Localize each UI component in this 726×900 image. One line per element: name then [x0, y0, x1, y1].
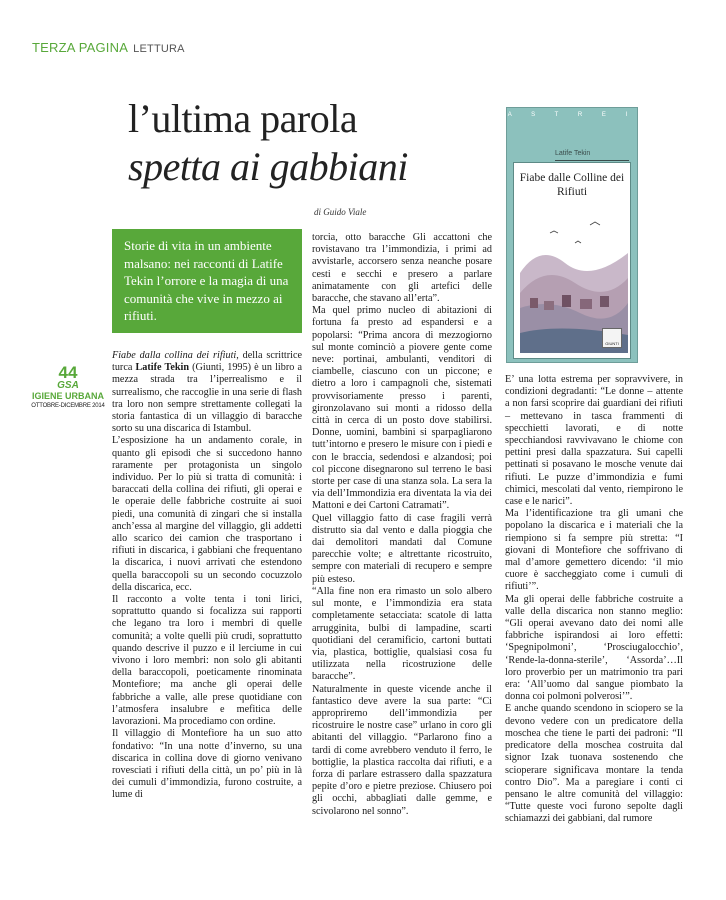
book-title: Fiabe dalle Colline dei Rifiuti: [519, 172, 625, 198]
paragraph: Fiabe dalla collina dei rifiuti, della scrittrice turca Latife Tekin (Giunti, 1995) è un libro a mezza strada tra l’iperrealismo e il surrealismo, che raccoglie in una serie di flash tra loro non sempre strettamente collegati la storia fantastica di un villaggio di baracche sorto su una discarica di Istambul.: [112, 350, 303, 435]
article-column-1: [112, 350, 302, 802]
paragraph: Ma quel primo nucleo di abitazioni di fortuna fa presto ad espandersi e a popolarsi: “Prima ancora di mezzogiorno sul monte cominciò a piovere gente come neve: portinai, ambulanti, venditori di ciambelle, ciascuno con un piccone; e dietro a loro i campagnoli che, sistemati provvisoriamente presso i parenti, gironzolavano sui monti a ridosso della città in cerca di un posto dove stabilirsi. Donne, uomini, bambini si sparpagliarono tutt’intorno e presero le misure con i piedi e con le braccia, sedendosi e alzandosi; poi col piccone disegnarono sul terreno le basi storte per case di una stanza sola. La sera la via dell’Immondizia era diventata la via dei Mattoni e dei Cartoni Catramati”.: [312, 305, 492, 512]
paragraph: Il villaggio di Montefiore ha un suo atto fondativo: “In una notte d’inverno, su una discarica in collina dove di giorno venivano rovesciati i rifiuti della città, un po’ più in là dei cumuli d’immondizia, furono costruite, a lume di: [112, 728, 302, 801]
paragraph: torcia, otto baracche Gli accattoni che rovistavano tra l’immondizia, i primi ad avvistarle, accorsero senza neanche posare cesti e secchi e presero a parlare animatamente con gli artefici delle baracche, che stavano all’erta”.: [312, 232, 492, 305]
paragraph: Naturalmente in queste vicende anche il fantastico deve avere la sua parte: “Ci appropriremo dell’immondizia per ricostruire le nostre case” urlano in coro gli abitanti del villaggio. “Parlarono fino a tardi di come avrebbero venduto il ferro, le bottiglie, la plastica raccolta dai rifiuti, e a forza di parlare estrassero dalla spazzatura pepite d’oro e pietre preziose. Chiusero poi gli occhi, abbagliati dalle gemme, e scivolarono nel sonno”.: [312, 683, 492, 817]
paragraph: Il racconto a volte tenta i toni lirici, soprattutto quando si focalizza sui rapporti che legano tra loro i membri di quelle comunità; a volte quelli più crudi, soprattutto quando descrive il puzzo e il lerciume in cui vivono i loro membri: non solo gli abitanti della baraccopoli, poeticamente rinominata Montefiore; ma anche gli operai delle fabbriche a valle, alle prese quotidiane con l’atmosfera insalubre e mefitica delle lavorazioni. Ma procediamo con ordine.: [112, 594, 302, 728]
book-cover-frame: [513, 162, 631, 359]
paragraph: L’esposizione ha un andamento corale, in quanto gli episodi che si succedono hanno raramente per protagonista un singolo individuo. Per lo più si tratta di comunità: i baraccati della collina dei rifiuti, gli operai e le operaie delle fabbriche costruite ai suoi piedi, una comunità di zingari che si installa anch’essa al margine del villaggio, gli addetti allo scarico dei camion che trasportano i rifiuti in discarica, i gabbiani che frequentano la discarica, i nuovi arrivati che estendono quella baraccopoli su un secondo cocuzzolo della discarica, ecc.: [112, 435, 302, 593]
book-divider: [555, 160, 629, 161]
paragraph: E anche quando scendono in sciopero se la devono vedere con un predicatore della moschea che tiene le parti dei padroni: “Il predicatore della moschea costruita dal signor Izak tuonava sostenendo che scioperare significava montare la tenda contro Dio”. Ma a paregiare i conti ci pensano le altre comunità del villaggio: “Tutte queste voci furono sepolte dagli schiamazzi dei gabbiani, dal rumore: [505, 703, 683, 825]
article-column-3: [505, 374, 683, 826]
book-title-inline: Fiabe dalla collina dei rifiuti: [112, 350, 237, 361]
book-series-label: A S T R E I: [507, 112, 637, 118]
giunti-logo: GIUNTI: [602, 328, 622, 348]
section-header: [32, 40, 185, 55]
title-line-2: spetta ai gabbiani: [128, 144, 408, 189]
subsection-label: LETTURA: [133, 43, 185, 55]
article-title: [128, 95, 508, 191]
page-number: 44: [58, 363, 78, 382]
page-footer-tag: [28, 365, 108, 410]
paragraph: Ma gli operai delle fabbriche costruite a valle della discarica non stanno meglio: “Gli operai avevano dato dei nomi alle fabbriche ispirandosi ai loro effetti: ‘Spegnipolmoni’, ‘Prosciugalocchio’, ‘Rende-la-donna-sterile’, ‘Assorda’…Il loro proverbio per un matrimonio tra pari era: ‘All’uomo dal sangue piombato la donna coi polmoni polverosi’”.: [505, 593, 683, 703]
paragraph: Quel villaggio fatto di case fragili verrà distrutto sia dal vento e dalla pioggia che dai demolitori mandati dal Comune parecchie volte; e altrettante ricostruito, sempre con materiali di recupero e sempre più esteso.: [312, 512, 492, 585]
author-name-inline: Latife Tekin: [135, 362, 190, 374]
issue-date: OTTOBRE-DICEMBRE 2014: [31, 403, 105, 409]
book-author: Latife Tekin: [555, 150, 591, 157]
section-label: TERZA PAGINA: [32, 40, 128, 55]
magazine-name: IGIENE URBANA: [31, 391, 104, 401]
brand-logo: GSA: [57, 380, 79, 391]
article-column-2: [312, 232, 492, 818]
title-line-1: l’ultima parola: [128, 96, 358, 141]
paragraph: “Alla fine non era rimasto un solo albero sul monte, e l’immondizia era stata completamente setacciata: scatole di latta arrugginita, bulbi di lampadine, scarti quotidiani del ceramificio, cartoni buttati via, plastica, bottiglie, qualsiasi cosa fu utilizzata nella ricostruzione delle baracche”.: [312, 585, 492, 683]
paragraph: E’ una lotta estrema per sopravvivere, in condizioni degradanti: “Le donne – attente a non farsi scoprire dai guardiani dei rifiuti – mettevano in tasca frammenti di specchietti lavorati, e di notte specchiandosi ravvivavano le chiome con pettini presi dalla spazzatura. Sui capelli pettinati si posavano le mosche venute dai rifiuti. Le puzze d’immondizia e fumi chimici, mescolati dal vento, riempirono le case e le narici”.: [505, 374, 683, 508]
lead-box: Storie di vita in un ambiente malsano: nei racconti di Latife Tekin l’orrore e la magia di una comunità che vive in mezzo ai rifiuti.: [112, 229, 302, 333]
byline: di Guido Viale: [314, 207, 367, 217]
paragraph: Ma l’identificazione tra gli umani che popolano la discarica e i materiali che la riempiono si fa sempre più stretta: “I giovani di Montefiore che soffrivano di mal d’amore gemettero dicendo: ‘il mio cuore è saccheggiato come i cumuli di rifiuti’”.: [505, 508, 683, 593]
book-cover-image: [506, 107, 638, 363]
